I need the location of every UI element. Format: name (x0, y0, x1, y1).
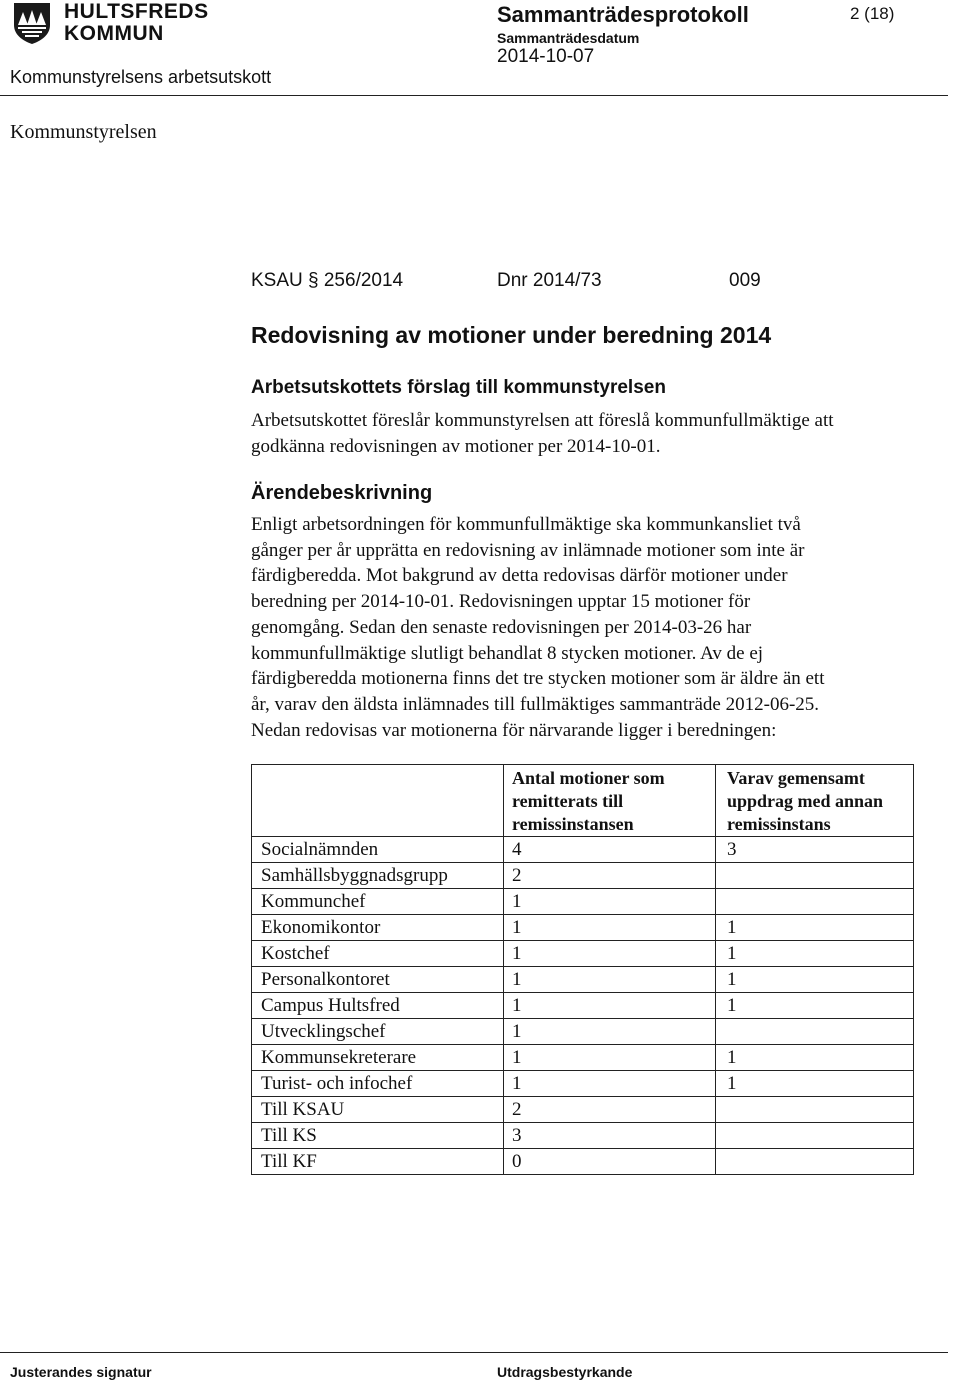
table-cell: 1 (504, 1045, 716, 1071)
table-row (252, 1097, 914, 1123)
table-row (252, 1123, 914, 1149)
table-row (252, 1045, 914, 1071)
table-row (252, 837, 914, 863)
table-cell: 1 (504, 993, 716, 1019)
table-cell: 3 (504, 1123, 716, 1149)
document-title: Sammanträdesprotokoll (497, 2, 749, 27)
table-cell: Utvecklingschef (252, 1019, 504, 1045)
description-line: gånger per år upprätta en redovisning av inlämnade motioner som inte är (251, 539, 805, 561)
table-cell: 1 (716, 1071, 914, 1097)
table-cell: 1 (504, 915, 716, 941)
table-row (252, 915, 914, 941)
table-cell (716, 1019, 914, 1045)
table-cell: 2 (504, 863, 716, 889)
table-cell (716, 1123, 914, 1149)
table-cell: 2 (504, 1097, 716, 1123)
table-cell (716, 1149, 914, 1175)
meeting-date-label: Sammanträdesdatum (497, 30, 640, 46)
committee-name: Kommunstyrelsens arbetsutskott (10, 67, 272, 87)
table-row (252, 1149, 914, 1175)
table-cell: 1 (716, 967, 914, 993)
table-header-cell (252, 765, 504, 837)
municipality-logo (12, 0, 209, 46)
table-cell: Till KS (252, 1123, 504, 1149)
table-header-cell: Varav gemensamt uppdrag med annan remissinstans (716, 765, 914, 837)
motions-table (251, 764, 914, 1175)
table-cell: 1 (504, 941, 716, 967)
table-cell: Campus Hultsfred (252, 993, 504, 1019)
table-cell (716, 863, 914, 889)
table-row (252, 1019, 914, 1045)
page-number: 2 (18) (850, 4, 895, 23)
meeting-date: 2014-10-07 (497, 46, 595, 67)
table-cell (716, 889, 914, 915)
table-cell: Kommunchef (252, 889, 504, 915)
table-cell: 1 (504, 967, 716, 993)
table-header-row (252, 765, 914, 837)
description-line: färdigberedda motionerna finns det tre stycken motioner som är äldre än ett (251, 668, 825, 690)
description-line: färdigberedda. Mot bakgrund av detta redovisas därför motioner under (251, 565, 788, 587)
case-title: Redovisning av motioner under beredning 2014 (251, 322, 772, 348)
footer-certification-label: Utdragsbestyrkande (497, 1364, 633, 1380)
table-cell: Socialnämnden (252, 837, 504, 863)
header-divider (0, 95, 948, 96)
description-line: genomgång. Sedan den senaste redovisningen per 2014-03-26 har (251, 616, 752, 638)
table-cell: Turist- och infochef (252, 1071, 504, 1097)
table-cell: Personalkontoret (252, 967, 504, 993)
recipient: Kommunstyrelsen (10, 121, 157, 143)
proposal-heading: Arbetsutskottets förslag till kommunstyrelsen (251, 377, 666, 398)
table-cell: 3 (716, 837, 914, 863)
table-cell: 1 (504, 889, 716, 915)
table-cell: 1 (716, 915, 914, 941)
ksau-number: KSAU § 256/2014 (251, 270, 404, 291)
description-line: Nedan redovisas var motionerna för närvarande ligger i beredningen: (251, 719, 777, 741)
table-cell: Till KF (252, 1149, 504, 1175)
table-cell (716, 1097, 914, 1123)
table-cell: Kostchef (252, 941, 504, 967)
table-cell: 1 (504, 1019, 716, 1045)
table-row (252, 967, 914, 993)
logo-line-1: HULTSFREDS (64, 0, 209, 23)
proposal-text (251, 408, 931, 459)
description-line: kommunfullmäktige slutligt behandlat 8 stycken motioner. Av de ej (251, 642, 764, 664)
description-heading: Ärendebeskrivning (251, 482, 433, 504)
description-line: beredning per 2014-10-01. Redovisningen upptar 15 motioner för (251, 591, 751, 613)
archive-code: 009 (729, 270, 761, 291)
logo-line-2: KOMMUN (64, 22, 164, 45)
table-cell: 1 (504, 1071, 716, 1097)
description-line: Enligt arbetsordningen för kommunfullmäktige ska kommunkansliet två (251, 514, 801, 535)
description-text (251, 512, 931, 743)
table-cell: 1 (716, 941, 914, 967)
table-cell: 1 (716, 1045, 914, 1071)
description-line: år, varav den äldsta inlämnades till fullmäktiges sammanträde 2012-06-25. (251, 693, 820, 715)
table-row (252, 889, 914, 915)
table-cell: Kommunsekreterare (252, 1045, 504, 1071)
table-cell: Samhällsbyggnadsgrupp (252, 863, 504, 889)
table-row (252, 941, 914, 967)
table-header-cell: Antal motioner som remitterats till remissinstansen (504, 765, 716, 837)
footer-divider (0, 1352, 948, 1353)
table-cell: 4 (504, 837, 716, 863)
proposal-line: Arbetsutskottet föreslår kommunstyrelsen att föreslå kommunfullmäktige att (251, 410, 834, 431)
footer-signature-label: Justerandes signatur (10, 1364, 152, 1380)
table-row (252, 993, 914, 1019)
table-cell: 1 (716, 993, 914, 1019)
table-row (252, 1071, 914, 1097)
table-cell: Ekonomikontor (252, 915, 504, 941)
table-cell: Till KSAU (252, 1097, 504, 1123)
table-cell: 0 (504, 1149, 716, 1175)
table-row (252, 863, 914, 889)
coat-of-arms-icon (12, 1, 52, 45)
proposal-line: godkänna redovisningen av motioner per 2014-10-01. (251, 435, 661, 457)
dnr-number: Dnr 2014/73 (497, 270, 602, 291)
